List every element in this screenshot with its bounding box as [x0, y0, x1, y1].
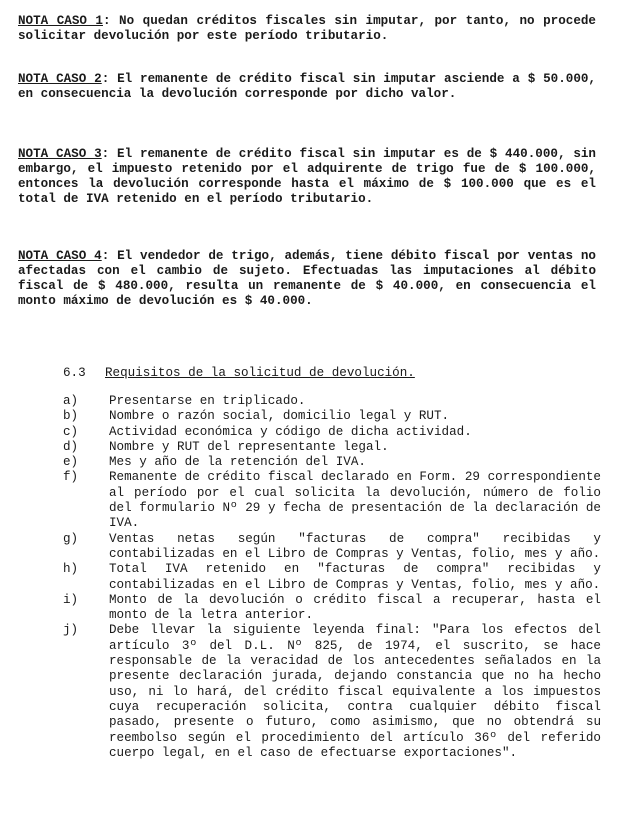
item-letter: i) [63, 592, 79, 607]
note-case-3 [18, 147, 596, 207]
item-text: Nombre y RUT del representante legal. [109, 439, 389, 454]
list-item [63, 409, 601, 424]
note-case-2 [18, 72, 596, 102]
list-item [63, 532, 601, 563]
section-number: 6.3 [63, 366, 86, 380]
note-case-4 [18, 249, 596, 309]
item-text: Mes y año de la retención del IVA. [109, 455, 366, 470]
item-letter: f) [63, 470, 79, 485]
item-letter: a) [63, 394, 79, 408]
note-label: NOTA CASO 1 [18, 14, 103, 28]
item-text: Remanente de crédito fiscal declarado en Form. 29 correspondiente al período por el cual solicita la devolución, número de folio del formulario Nº 29 y fecha de presentación de la declaración de IVA. [109, 470, 601, 531]
item-text: Ventas netas según "facturas de compra" recibidas y contabilizadas en el Libro de Compras y Ventas, folio, mes y año. [109, 531, 601, 561]
note-text: : El remanente de crédito fiscal sin imputar es de $ 440.000, sin embargo, el impuesto retenido por el adquirente de trigo fue de $ 100.000, entonces la devolución corresponde hasta el máximo de $ 100.000 que es el total de IVA retenido en el período tributario. [18, 147, 596, 206]
note-text: : El vendedor de trigo, además, tiene débito fiscal por ventas no afectadas con el cambio de sujeto. Efectuadas las imputaciones al débito fiscal de $ 480.000, resulta un remanente de $ 40.000, en consecuencia el monto máximo de devolución es $ 40.000. [18, 249, 596, 308]
item-text: Monto de la devolución o crédito fiscal a recuperar, hasta el monto de la letra anterior. [109, 592, 601, 623]
list-item [63, 470, 601, 531]
item-text: Nombre o razón social, domicilio legal y RUT. [109, 409, 450, 424]
item-text: Debe llevar la siguiente leyenda final: "Para los efectos del artículo 3º del D.L. Nº 825, de 1974, el suscrito, se hace responsable de la veracidad de los antecedentes señalados en la presente declaración jurada, dejando constancia que no ha hecho uso, ni lo hará, del crédito fiscal equivalente a los impuestos cuya recuperación solicita, contra cualquier débito fiscal pasado, presente o futuro, como asimismo, que no obtendrá su reembolso según el procedimiento del artículo 36º del referido cuerpo legal, en el caso de efectuarse exportaciones". [109, 623, 601, 760]
item-letter: b) [63, 409, 79, 424]
item-letter: g) [63, 531, 79, 546]
section-heading [63, 366, 415, 381]
list-item [63, 562, 601, 593]
item-text: Total IVA retenido en "facturas de compra" recibidas y contabilizadas en el Libro de Compras y Ventas, folio, mes y año. [109, 562, 601, 592]
list-item [63, 394, 601, 409]
item-text: Actividad económica y código de dicha actividad. [109, 424, 472, 439]
list-item [63, 593, 601, 624]
note-label: NOTA CASO 4 [18, 249, 102, 263]
list-item [63, 455, 601, 470]
list-item [63, 440, 601, 455]
list-item [63, 623, 601, 761]
item-letter: e) [63, 455, 79, 470]
requirements-list [63, 394, 601, 761]
note-text: : No quedan créditos fiscales sin imputar, por tanto, no procede solicitar devolución por este período tributario. [18, 14, 596, 43]
list-item [63, 425, 601, 440]
item-letter: j) [63, 623, 79, 638]
note-case-1 [18, 14, 596, 44]
note-label: NOTA CASO 2 [18, 72, 102, 86]
item-letter: c) [63, 424, 79, 439]
section-title: Requisitos de la solicitud de devolución. [105, 366, 415, 380]
item-letter: d) [63, 439, 79, 454]
item-letter: h) [63, 562, 79, 577]
note-label: NOTA CASO 3 [18, 147, 102, 161]
item-text: Presentarse en triplicado. [109, 394, 306, 408]
note-text: : El remanente de crédito fiscal sin imputar asciende a $ 50.000, en consecuencia la devolución corresponde por dicho valor. [18, 72, 596, 101]
